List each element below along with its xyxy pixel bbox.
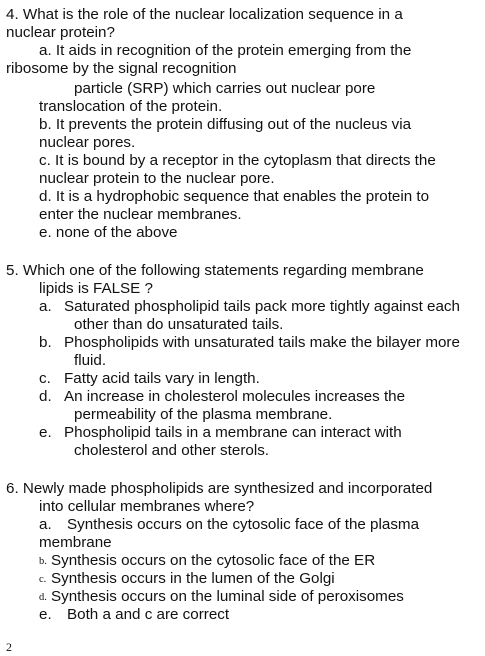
q5-option-a-letter: a. xyxy=(39,298,52,315)
q5-option-e-letter: e. xyxy=(39,424,52,441)
q4-option-b-cont: nuclear pores. xyxy=(39,134,136,151)
q5-option-d: An increase in cholesterol molecules increases the xyxy=(64,388,406,405)
q5-option-b-letter: b. xyxy=(39,334,52,351)
q4-option-b: b. It prevents the protein diffusing out of the nucleus via xyxy=(39,116,412,133)
q4-option-a-cont3: translocation of the protein. xyxy=(39,98,223,115)
q6-option-e-letter: e. xyxy=(39,606,52,623)
question-4-text: 4. What is the role of the nuclear localization sequence in a xyxy=(6,6,403,23)
q6-option-d-letter: d. xyxy=(39,592,47,603)
question-6-text-cont: into cellular membranes where? xyxy=(39,498,255,515)
q5-option-d-cont: permeability of the plasma membrane. xyxy=(74,406,333,423)
question-4-text-cont: nuclear protein? xyxy=(6,24,115,41)
q5-option-a-cont: other than do unsaturated tails. xyxy=(74,316,284,333)
q6-option-a: Synthesis occurs on the cytosolic face of the plasma xyxy=(67,516,420,533)
q5-option-c: Fatty acid tails vary in length. xyxy=(64,370,260,387)
q4-option-a-cont2: particle (SRP) which carries out nuclear pore xyxy=(74,80,376,97)
q5-option-a: Saturated phospholipid tails pack more tightly against each xyxy=(64,298,460,315)
q4-option-e: e. none of the above xyxy=(39,224,178,241)
q6-option-c: Synthesis occurs in the lumen of the Golgi xyxy=(51,570,335,587)
q5-option-d-letter: d. xyxy=(39,388,52,405)
q4-option-a-cont: ribosome by the signal recognition xyxy=(6,60,237,77)
q6-option-d: Synthesis occurs on the luminal side of peroxisomes xyxy=(51,588,404,605)
q5-option-e-cont: cholesterol and other sterols. xyxy=(74,442,270,459)
q5-option-c-letter: c. xyxy=(39,370,51,387)
q4-option-d: d. It is a hydrophobic sequence that enables the protein to xyxy=(39,188,430,205)
q4-option-d-cont: enter the nuclear membranes. xyxy=(39,206,242,223)
q6-option-c-letter: c. xyxy=(39,574,47,585)
q4-option-c-cont: nuclear protein to the nuclear pore. xyxy=(39,170,275,187)
q5-option-b: Phospholipids with unsaturated tails make the bilayer more xyxy=(64,334,460,351)
q6-option-a-letter: a. xyxy=(39,516,52,533)
page-number: 2 xyxy=(6,640,12,654)
q5-option-b-cont: fluid. xyxy=(74,352,107,369)
q4-option-a: a. It aids in recognition of the protein emerging from the xyxy=(39,42,412,59)
q6-option-e: Both a and c are correct xyxy=(67,606,230,623)
q6-option-b: Synthesis occurs on the cytosolic face of the ER xyxy=(51,552,376,569)
question-6-text: 6. Newly made phospholipids are synthesized and incorporated xyxy=(6,480,433,497)
question-5-text-cont: lipids is FALSE ? xyxy=(39,280,153,297)
question-5-text: 5. Which one of the following statements regarding membrane xyxy=(6,262,424,279)
q4-option-c: c. It is bound by a receptor in the cytoplasm that directs the xyxy=(39,152,436,169)
q5-option-e: Phospholipid tails in a membrane can interact with xyxy=(64,424,402,441)
q6-option-b-letter: b. xyxy=(39,556,47,567)
q6-option-a-cont: membrane xyxy=(39,534,112,551)
